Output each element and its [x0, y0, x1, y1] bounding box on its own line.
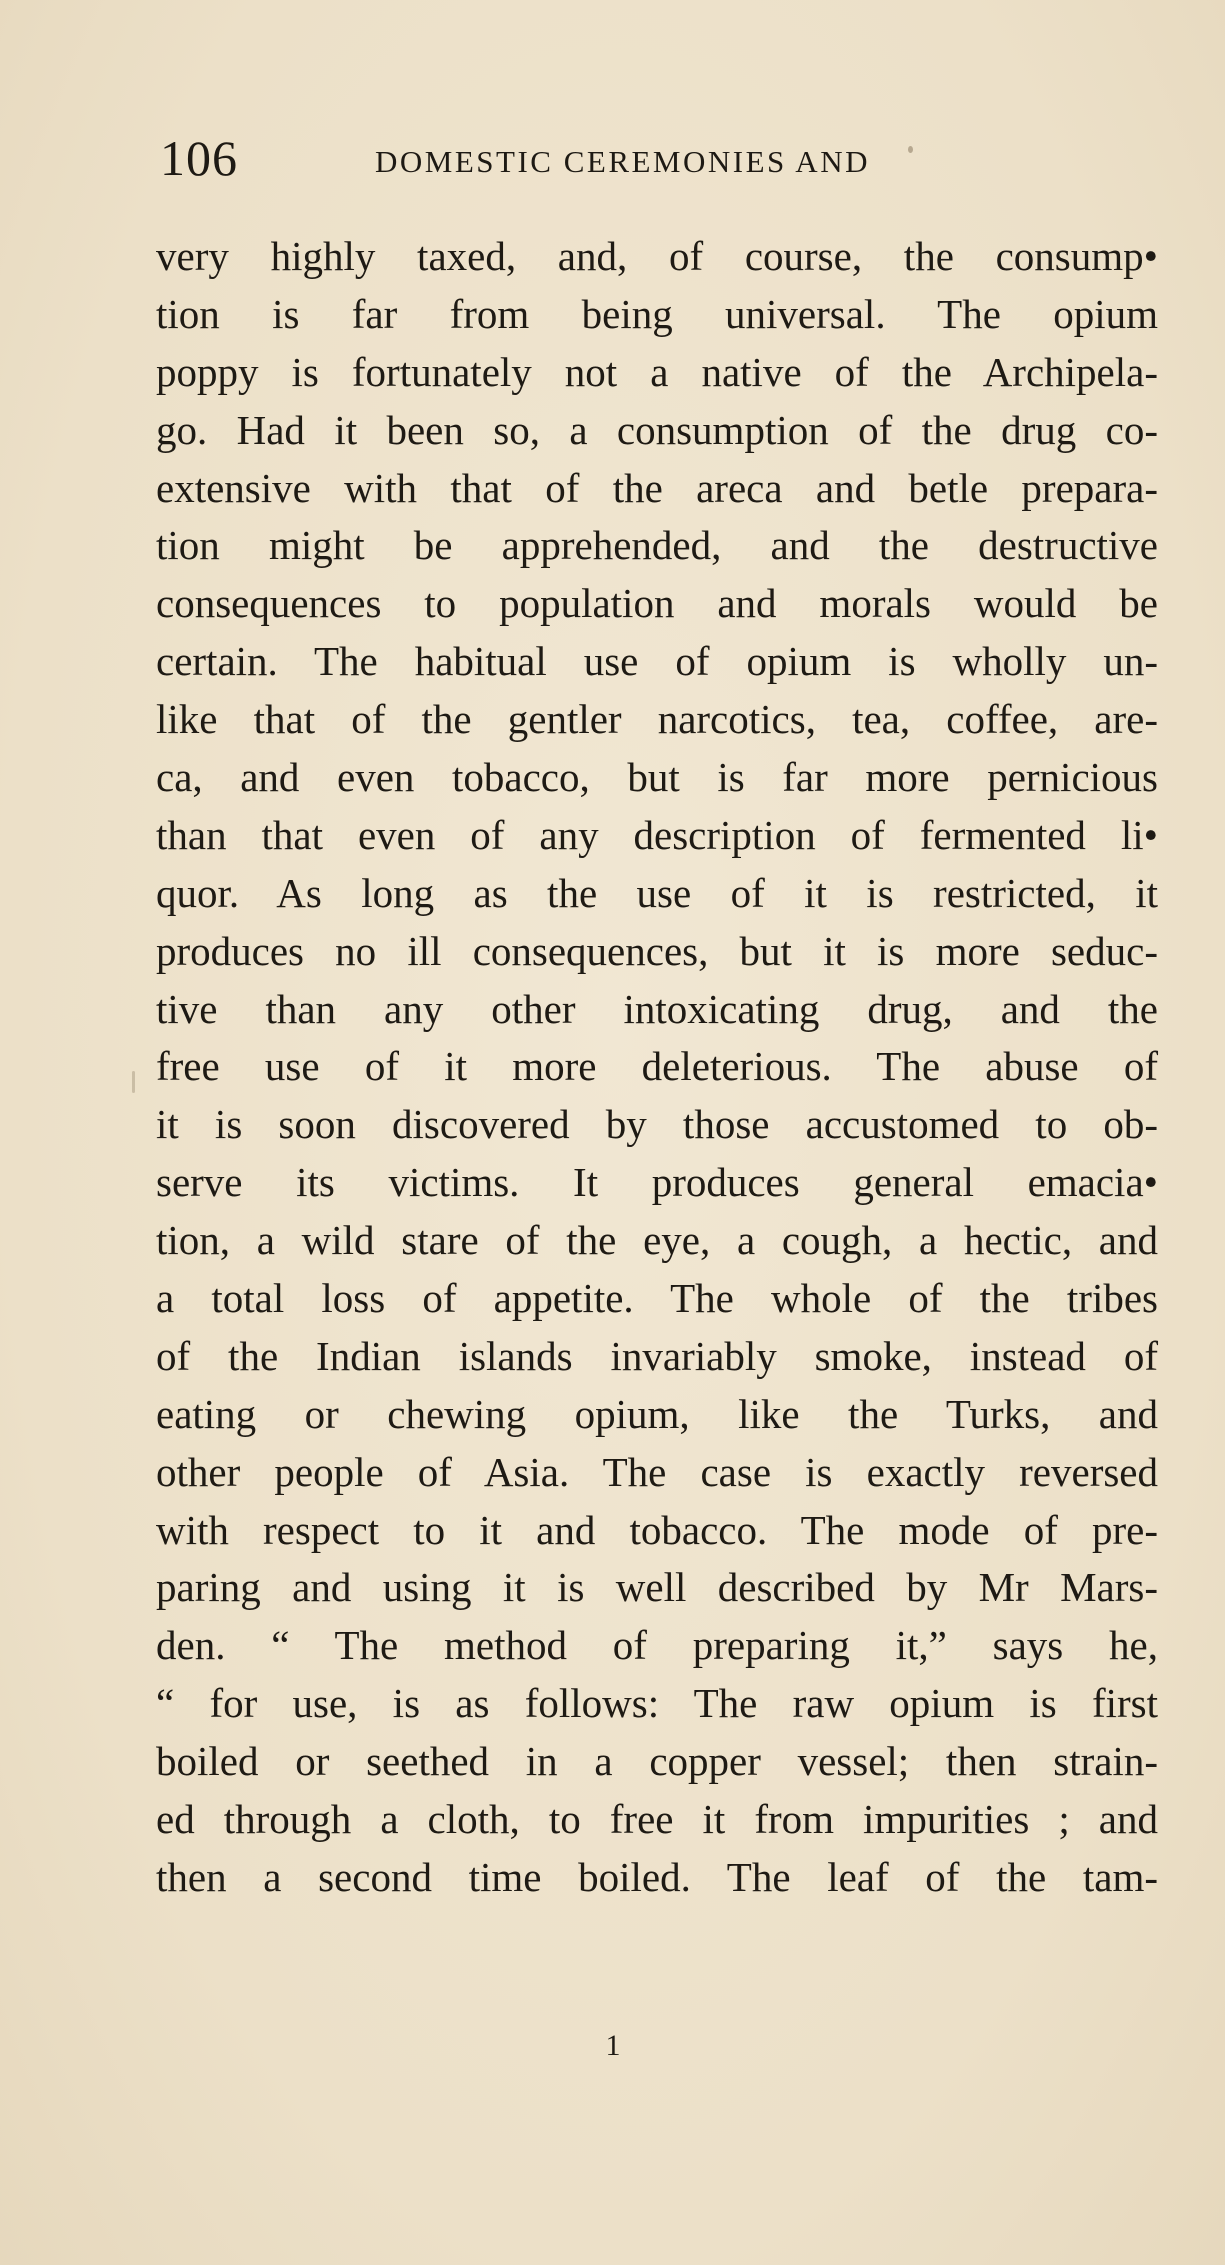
text-line: eating or chewing opium, like the Turks, and: [156, 1390, 1158, 1437]
text-line: tion might be apprehended, and the destructive: [156, 522, 1158, 569]
text-line: go. Had it been so, a consumption of the drug co-: [156, 406, 1158, 453]
page-number: 106: [160, 130, 238, 186]
text-line: serve its victims. It produces general emacia•: [156, 1159, 1158, 1206]
ink-speck: [908, 146, 913, 153]
signature-mark: 1: [605, 2029, 621, 2062]
text-line: “ for use, is as follows: The raw opium is first: [156, 1680, 1158, 1727]
text-line: produces no ill consequences, but it is more seduc-: [156, 927, 1158, 974]
text-line: paring and using it is well described by Mr Mars-: [156, 1564, 1158, 1611]
text-line: consequences to population and morals would be: [156, 580, 1158, 627]
text-line: than that even of any description of fermented li•: [156, 811, 1158, 858]
text-line: of the Indian islands invariably smoke, instead of: [156, 1332, 1158, 1379]
text-line: other people of Asia. The case is exactly reversed: [156, 1448, 1158, 1495]
text-line: certain. The habitual use of opium is wholly un-: [156, 638, 1158, 685]
body-text: [156, 228, 1158, 1907]
text-line: ed through a cloth, to free it from impurities ; and: [156, 1796, 1158, 1843]
text-line: with respect to it and tobacco. The mode of pre-: [156, 1506, 1158, 1553]
page-header: [160, 128, 1060, 188]
ink-speck: [132, 1071, 135, 1093]
text-line: like that of the gentler narcotics, tea, coffee, are-: [156, 696, 1158, 743]
text-line: quor. As long as the use of it is restricted, it: [156, 869, 1158, 916]
text-line: then a second time boiled. The leaf of the tam-: [156, 1853, 1158, 1900]
text-line: tive than any other intoxicating drug, and the: [156, 985, 1158, 1032]
text-line: ca, and even tobacco, but is far more pernicious: [156, 754, 1158, 801]
text-line: very highly taxed, and, of course, the consump•: [156, 233, 1158, 279]
text-line: tion, a wild stare of the eye, a cough, a hectic, and: [156, 1217, 1158, 1264]
text-line: a total loss of appetite. The whole of the tribes: [156, 1275, 1158, 1322]
running-head: DOMESTIC CEREMONIES AND: [375, 144, 870, 179]
text-line: tion is far from being universal. The opium: [156, 290, 1158, 337]
text-line: boiled or seethed in a copper vessel; then strain-: [156, 1738, 1158, 1785]
text-line: it is soon discovered by those accustomed to ob-: [156, 1101, 1158, 1148]
text-line: poppy is fortunately not a native of the Archipela-: [156, 348, 1158, 395]
text-line: extensive with that of the areca and betle prepara-: [156, 464, 1158, 511]
text-line: den. “ The method of preparing it,” says he,: [156, 1622, 1158, 1669]
text-line: free use of it more deleterious. The abuse of: [156, 1043, 1158, 1090]
